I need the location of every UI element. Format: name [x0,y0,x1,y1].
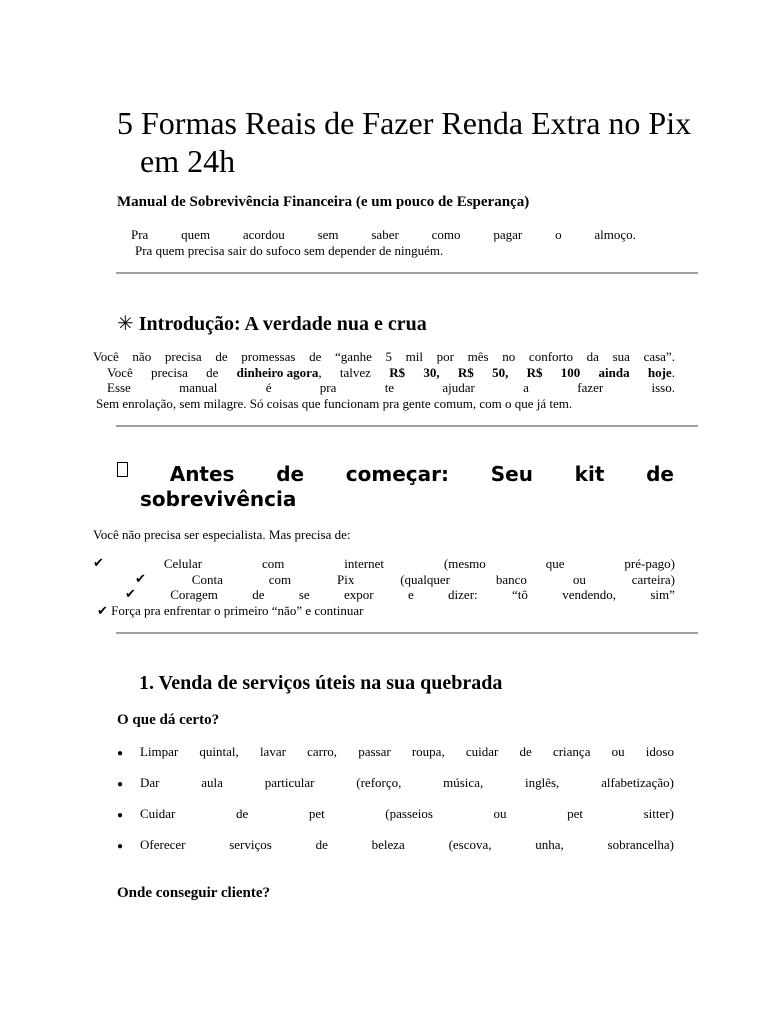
intro-paragraph [93,349,675,411]
word: “tô [511,587,528,602]
word: Cuidar [140,806,176,821]
word: pet [567,806,584,821]
word: casa”. [643,349,675,364]
list-item-text [140,744,674,760]
word: internet [344,556,384,571]
intro-line-3 [93,380,675,396]
word: a [523,380,529,395]
word: fazer [577,380,604,395]
word: carteira) [631,571,675,587]
checklist-item [93,587,675,603]
word: saber [371,227,399,242]
word: Antes [169,462,235,486]
word: Dar [140,775,160,790]
document-subtitle: Manual de Sobrevivência Financeira (e um pouco de Esperança) [117,194,530,210]
word: como [431,227,461,242]
missing-glyph-icon [117,462,128,477]
bullet-icon: ● [117,779,124,790]
word: alfabetização) [601,775,674,790]
word: hoje. [647,364,675,380]
word: Coragem [170,587,218,602]
intro-line-4: Sem enrolação, sem milagre. Só coisas que funcionam pra gente comum, com o que já tem. [96,395,573,411]
emphasis: ainda [598,364,630,380]
kit-lead: Você não precisa ser especialista. Mas precisa de: [93,527,351,542]
word: ou [611,744,625,759]
word: pagar [493,227,523,242]
word: música, [443,775,484,790]
intro-heading-text: Introdução: A verdade nua e crua [138,313,427,335]
emphasis: hoje [647,364,672,380]
section-1-subheading: O que dá certo? [117,712,220,728]
word: Pix [336,571,355,587]
emphasis: 50, [492,364,509,380]
bullet-icon: ● [117,841,124,852]
word: talvez [339,364,371,380]
word: Você [93,349,119,364]
word: Celular [163,556,203,571]
checklist-item [93,603,675,620]
word: no [502,349,516,364]
kit-heading-line-2: sobrevivência [140,487,297,511]
check-icon: ✔ [93,556,104,571]
check-icon: ✔ [97,603,108,619]
word: dinheiro agora, [236,364,322,380]
word: te [384,380,395,395]
word: acordou [242,227,285,242]
word: se [298,587,310,602]
word: de [315,837,328,852]
intro-heading [117,311,427,336]
section-1-subheading: Onde conseguir cliente? [117,885,271,901]
bullet-icon: ● [117,748,124,759]
tagline-line-1 [131,227,636,243]
kit-heading [117,462,674,512]
word: (escova, [448,837,492,852]
check-icon: ✔ [135,571,146,587]
tagline-line-2: Pra quem precisa sair do sufoco sem depender de ninguém. [135,242,444,258]
word: (reforço, [356,775,402,790]
word: quem [181,227,211,242]
word: com [268,571,292,587]
word: manual [179,380,218,395]
intro-line-2 [93,365,675,381]
word: cuidar [465,744,499,759]
word: pré-pago) [624,556,675,571]
word: roupa, [411,744,445,759]
word: 5 [385,349,392,364]
word: Oferecer [140,837,186,852]
checklist-item [93,572,675,588]
document-title: 5 Formas Reais de Fazer Renda Extra no Pix em 24h [117,105,692,179]
kit-heading-line-1 [117,462,674,487]
word: Você [107,364,133,380]
check-icon: ✔ [125,587,136,602]
emphasis: 100 [560,364,581,380]
list-item [117,775,674,791]
checklist-item [93,556,675,572]
word: Conta [191,571,223,587]
word: beleza [371,837,405,852]
checklist-text: Força pra enfrentar o primeiro “não” e continuar [111,602,364,618]
word: de [252,587,265,602]
word: quintal, [199,744,239,759]
word: pra [319,380,337,395]
word: kit [574,462,605,486]
intro-line-1 [93,349,675,365]
word: isso. [651,380,675,395]
word: não [132,349,152,364]
word: Pra [131,227,149,242]
word: sim” [650,587,675,602]
word: “ganhe [335,349,372,364]
word: unha, [535,837,564,852]
word: promessas [241,349,296,364]
word: vendendo, [562,587,616,602]
word: criança [552,744,591,759]
emphasis: dinheiro agora [236,364,319,380]
word: mês [467,349,489,364]
word: ou [493,806,507,821]
kit-checklist [93,556,675,619]
word: o [555,227,562,242]
divider [116,272,698,274]
word: que [545,556,565,571]
list-item [117,806,674,822]
word: sobrancelha) [607,837,674,852]
word: banco [495,571,527,587]
word: Esse [107,380,131,395]
word: Seu [490,462,533,486]
emphasis: R$ [457,364,474,380]
word: Limpar [140,744,179,759]
word: de [646,462,674,486]
section-1-heading: 1. Venda de serviços úteis na sua quebrada [139,672,503,694]
word: sua [612,349,630,364]
word: inglês, [524,775,560,790]
word: de [215,349,228,364]
word: particular [264,775,315,790]
word: serviços [229,837,272,852]
word: dizer: [448,587,478,602]
bullet-icon: ● [117,810,124,821]
word: de [235,806,249,821]
word: começar: [345,462,450,486]
word: expor [344,587,374,602]
word: com [261,556,285,571]
emphasis: R$ [526,364,543,380]
word: é [265,380,272,395]
word: (passeios [385,806,433,821]
word: de [519,744,532,759]
emphasis: R$ [389,364,406,380]
list-item-text [140,775,674,791]
word: precisa [151,364,188,380]
word: mil [405,349,423,364]
list-item [117,837,674,853]
word: de [206,364,219,380]
list-item-text [140,837,674,853]
tagline [131,227,636,258]
emphasis: 30, [423,364,440,380]
word: por [436,349,454,364]
word: e [407,587,414,602]
word: conforto [528,349,573,364]
list-item-text [140,806,674,822]
word: de [309,349,322,364]
word: passar [358,744,391,759]
word: da [586,349,599,364]
word: sitter) [643,806,674,821]
divider [116,632,698,634]
word: de [276,462,305,486]
divider [116,425,698,427]
asterisk-icon: ✳ [117,311,134,335]
word: sem [317,227,339,242]
word: precisa [164,349,202,364]
word: lavar [259,744,286,759]
word: ajudar [442,380,475,395]
word: (mesmo [443,556,486,571]
list-item [117,744,674,760]
word: aula [201,775,223,790]
word: pet [308,806,325,821]
word: idoso [645,744,674,759]
word: almoço. [594,227,636,242]
word: ou [572,571,586,587]
word: carro, [307,744,338,759]
word: (qualquer [400,571,451,587]
